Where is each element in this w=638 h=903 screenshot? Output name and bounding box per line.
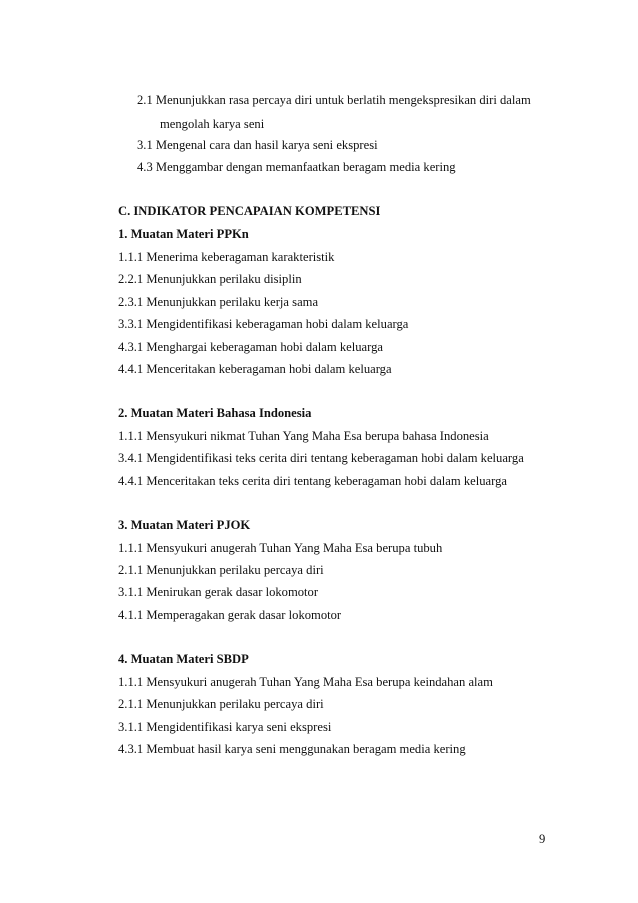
group-title-bahasa-indonesia: 2. Muatan Materi Bahasa Indonesia (118, 406, 312, 420)
indicator-item: 4.4.1 Menceritakan teks cerita diri tentang keberagaman hobi dalam keluarga (118, 474, 507, 488)
indicator-item: 4.4.1 Menceritakan keberagaman hobi dalam keluarga (118, 362, 392, 376)
indicator-item: 3.3.1 Mengidentifikasi keberagaman hobi dalam keluarga (118, 317, 409, 331)
section-heading-indikator: C. INDIKATOR PENCAPAIAN KOMPETENSI (118, 204, 381, 218)
indicator-item: 2.1.1 Menunjukkan perilaku percaya diri (118, 697, 324, 711)
group-title-ppkn: 1. Muatan Materi PPKn (118, 227, 249, 241)
page-number: 9 (539, 832, 546, 846)
kd-item-2-1: 2.1 Menunjukkan rasa percaya diri untuk berlatih mengekspresikan diri dalam (137, 93, 531, 107)
indicator-item: 2.3.1 Menunjukkan perilaku kerja sama (118, 295, 319, 309)
kd-item-4-3: 4.3 Menggambar dengan memanfaatkan beragam media kering (137, 160, 456, 174)
indicator-item: 1.1.1 Mensyukuri nikmat Tuhan Yang Maha Esa berupa bahasa Indonesia (118, 429, 489, 443)
kd-item-2-1-continuation: mengolah karya seni (160, 117, 265, 131)
indicator-item: 3.1.1 Mengidentifikasi karya seni ekspresi (118, 720, 332, 734)
indicator-item: 2.1.1 Menunjukkan perilaku percaya diri (118, 563, 324, 577)
indicator-item: 2.2.1 Menunjukkan perilaku disiplin (118, 272, 302, 286)
indicator-item: 4.3.1 Menghargai keberagaman hobi dalam keluarga (118, 340, 383, 354)
group-title-pjok: 3. Muatan Materi PJOK (118, 518, 251, 532)
indicator-item: 4.1.1 Memperagakan gerak dasar lokomotor (118, 608, 342, 622)
indicator-item: 1.1.1 Mensyukuri anugerah Tuhan Yang Maha Esa berupa tubuh (118, 541, 443, 555)
group-title-sbdp: 4. Muatan Materi SBDP (118, 652, 249, 666)
indicator-item: 1.1.1 Menerima keberagaman karakteristik (118, 250, 335, 264)
indicator-item: 3.4.1 Mengidentifikasi teks cerita diri tentang keberagaman hobi dalam keluarga (118, 451, 524, 465)
kd-item-3-1: 3.1 Mengenal cara dan hasil karya seni ekspresi (137, 138, 378, 152)
indicator-item: 1.1.1 Mensyukuri anugerah Tuhan Yang Maha Esa berupa keindahan alam (118, 675, 493, 689)
indicator-item: 4.3.1 Membuat hasil karya seni menggunakan beragam media kering (118, 742, 466, 756)
indicator-item: 3.1.1 Menirukan gerak dasar lokomotor (118, 585, 319, 599)
